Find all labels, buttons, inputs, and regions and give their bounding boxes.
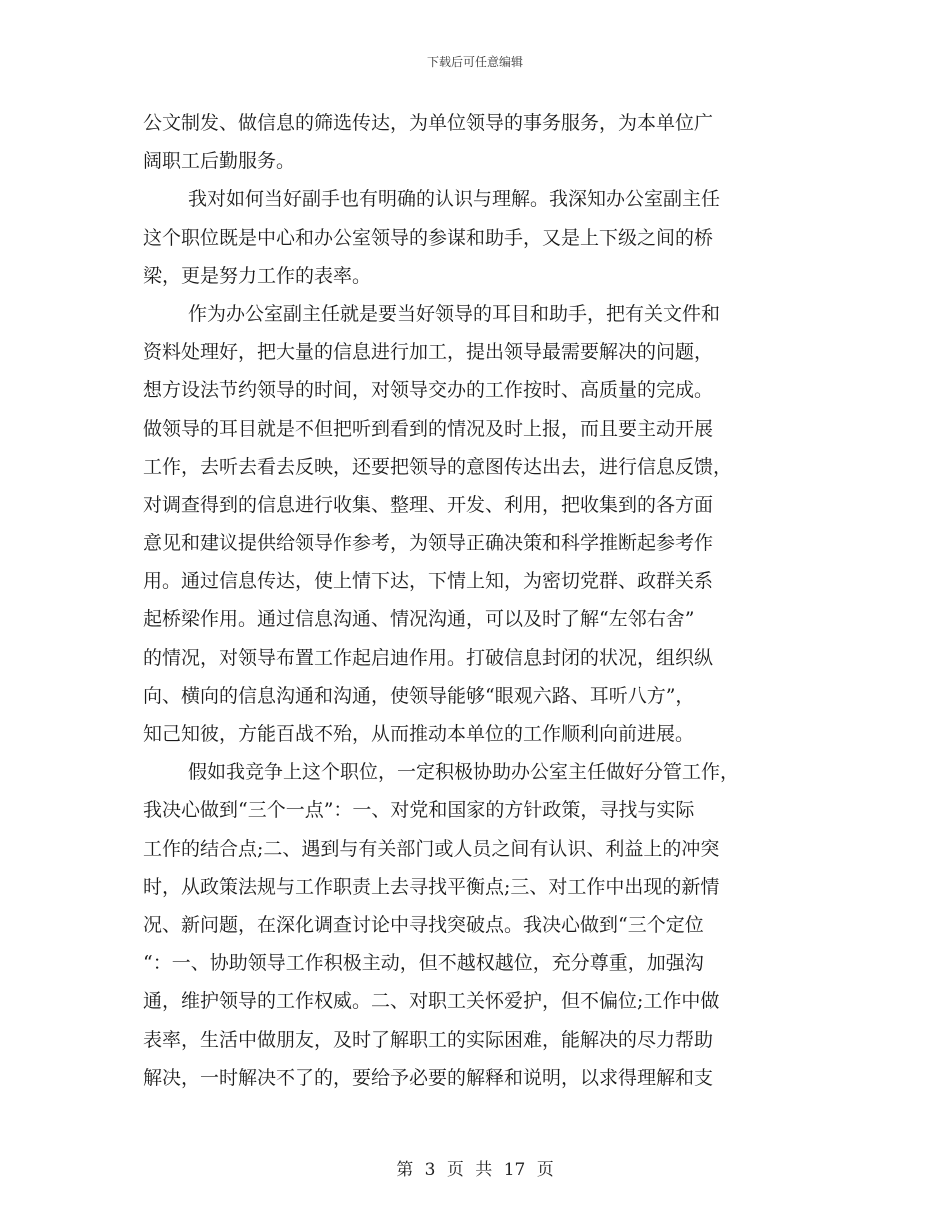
text-line: 假如我竞争上这个职位，一定积极协助办公室主任做好分管工作， — [188, 761, 740, 784]
page-header: 下载后可任意编辑 — [426, 55, 523, 69]
text-line: 工作，去听去看去反映，还要把领导的意图传达出去，进行信息反馈， — [143, 455, 733, 478]
text-line: 资料处理好，把大量的信息进行加工，提出领导最需要解决的问题， — [143, 341, 714, 364]
text-line: 对调查得到的信息进行收集、整理、开发、利用，把收集到的各方面 — [143, 493, 714, 516]
text-line: 想方设法节约领导的时间，对领导交办的工作按时、高质量的完成。 — [143, 379, 714, 402]
text-line: 况、新问题，在深化调查讨论中寻找突破点。我决心做到“三个定位 — [143, 913, 704, 936]
text-line: “：一、协助领导工作积极主动，但不越权越位，充分尊重，加强沟 — [143, 952, 704, 975]
text-line: 做领导的耳目就是不但把听到看到的情况及时上报，而且要主动开展 — [143, 417, 714, 440]
text-line: 的情况，对领导布置工作起启迪作用。打破信息封闭的状况，组织纵 — [143, 646, 714, 669]
text-line: 作为办公室副主任就是要当好领导的耳目和助手，把有关文件和 — [188, 302, 721, 325]
text-line: 起桥梁作用。通过信息沟通、情况沟通，可以及时了解“左邻右舍” — [143, 608, 695, 631]
text-line: 工作的结合点;二、遇到与有关部门或人员之间有认识、利益上的冲突 — [143, 837, 720, 860]
text-line: 公文制发、做信息的筛选传达，为单位领导的事务服务，为本单位广 — [143, 112, 714, 134]
page-footer: 第 3 页 共 17 页 — [396, 1160, 554, 1180]
text-line: 意见和建议提供给领导作参考，为领导正确决策和科学推断起参考作 — [143, 532, 714, 555]
text-line: 向、横向的信息沟通和沟通，使领导能够“眼观六路、耳听八方”， — [143, 684, 695, 707]
text-line: 解决，一时解决不了的，要给予必要的解释和说明，以求得理解和支 — [143, 1066, 714, 1089]
document-body — [143, 104, 811, 1097]
text-line: 时，从政策法规与工作职责上去寻找平衡点;三、对工作中出现的新情 — [143, 875, 720, 898]
text-line: 用。通过信息传达，使上情下达，下情上知，为密切党群、政群关系 — [143, 570, 714, 593]
text-line: 知己知彼，方能百战不殆，从而推动本单位的工作顺利向前进展。 — [143, 723, 695, 745]
text-line: 表率，生活中做朋友，及时了解职工的实际困难，能解决的尽力帮助 — [143, 1028, 714, 1051]
text-line: 通，维护领导的工作权威。二、对职工关怀爱护，但不偏位;工作中做 — [143, 990, 720, 1013]
text-line: 我对如何当好副手也有明确的认识与理解。我深知办公室副主任 — [188, 188, 721, 211]
text-line: 这个职位既是中心和办公室领导的参谋和助手，又是上下级之间的桥 — [143, 226, 714, 249]
text-line: 阔职工后勤服务。 — [143, 150, 296, 173]
text-line: 梁，更是努力工作的表率。 — [143, 264, 372, 287]
text-line: 我决心做到“三个一点”：一、对党和国家的方针政策，寻找与实际 — [143, 799, 695, 822]
